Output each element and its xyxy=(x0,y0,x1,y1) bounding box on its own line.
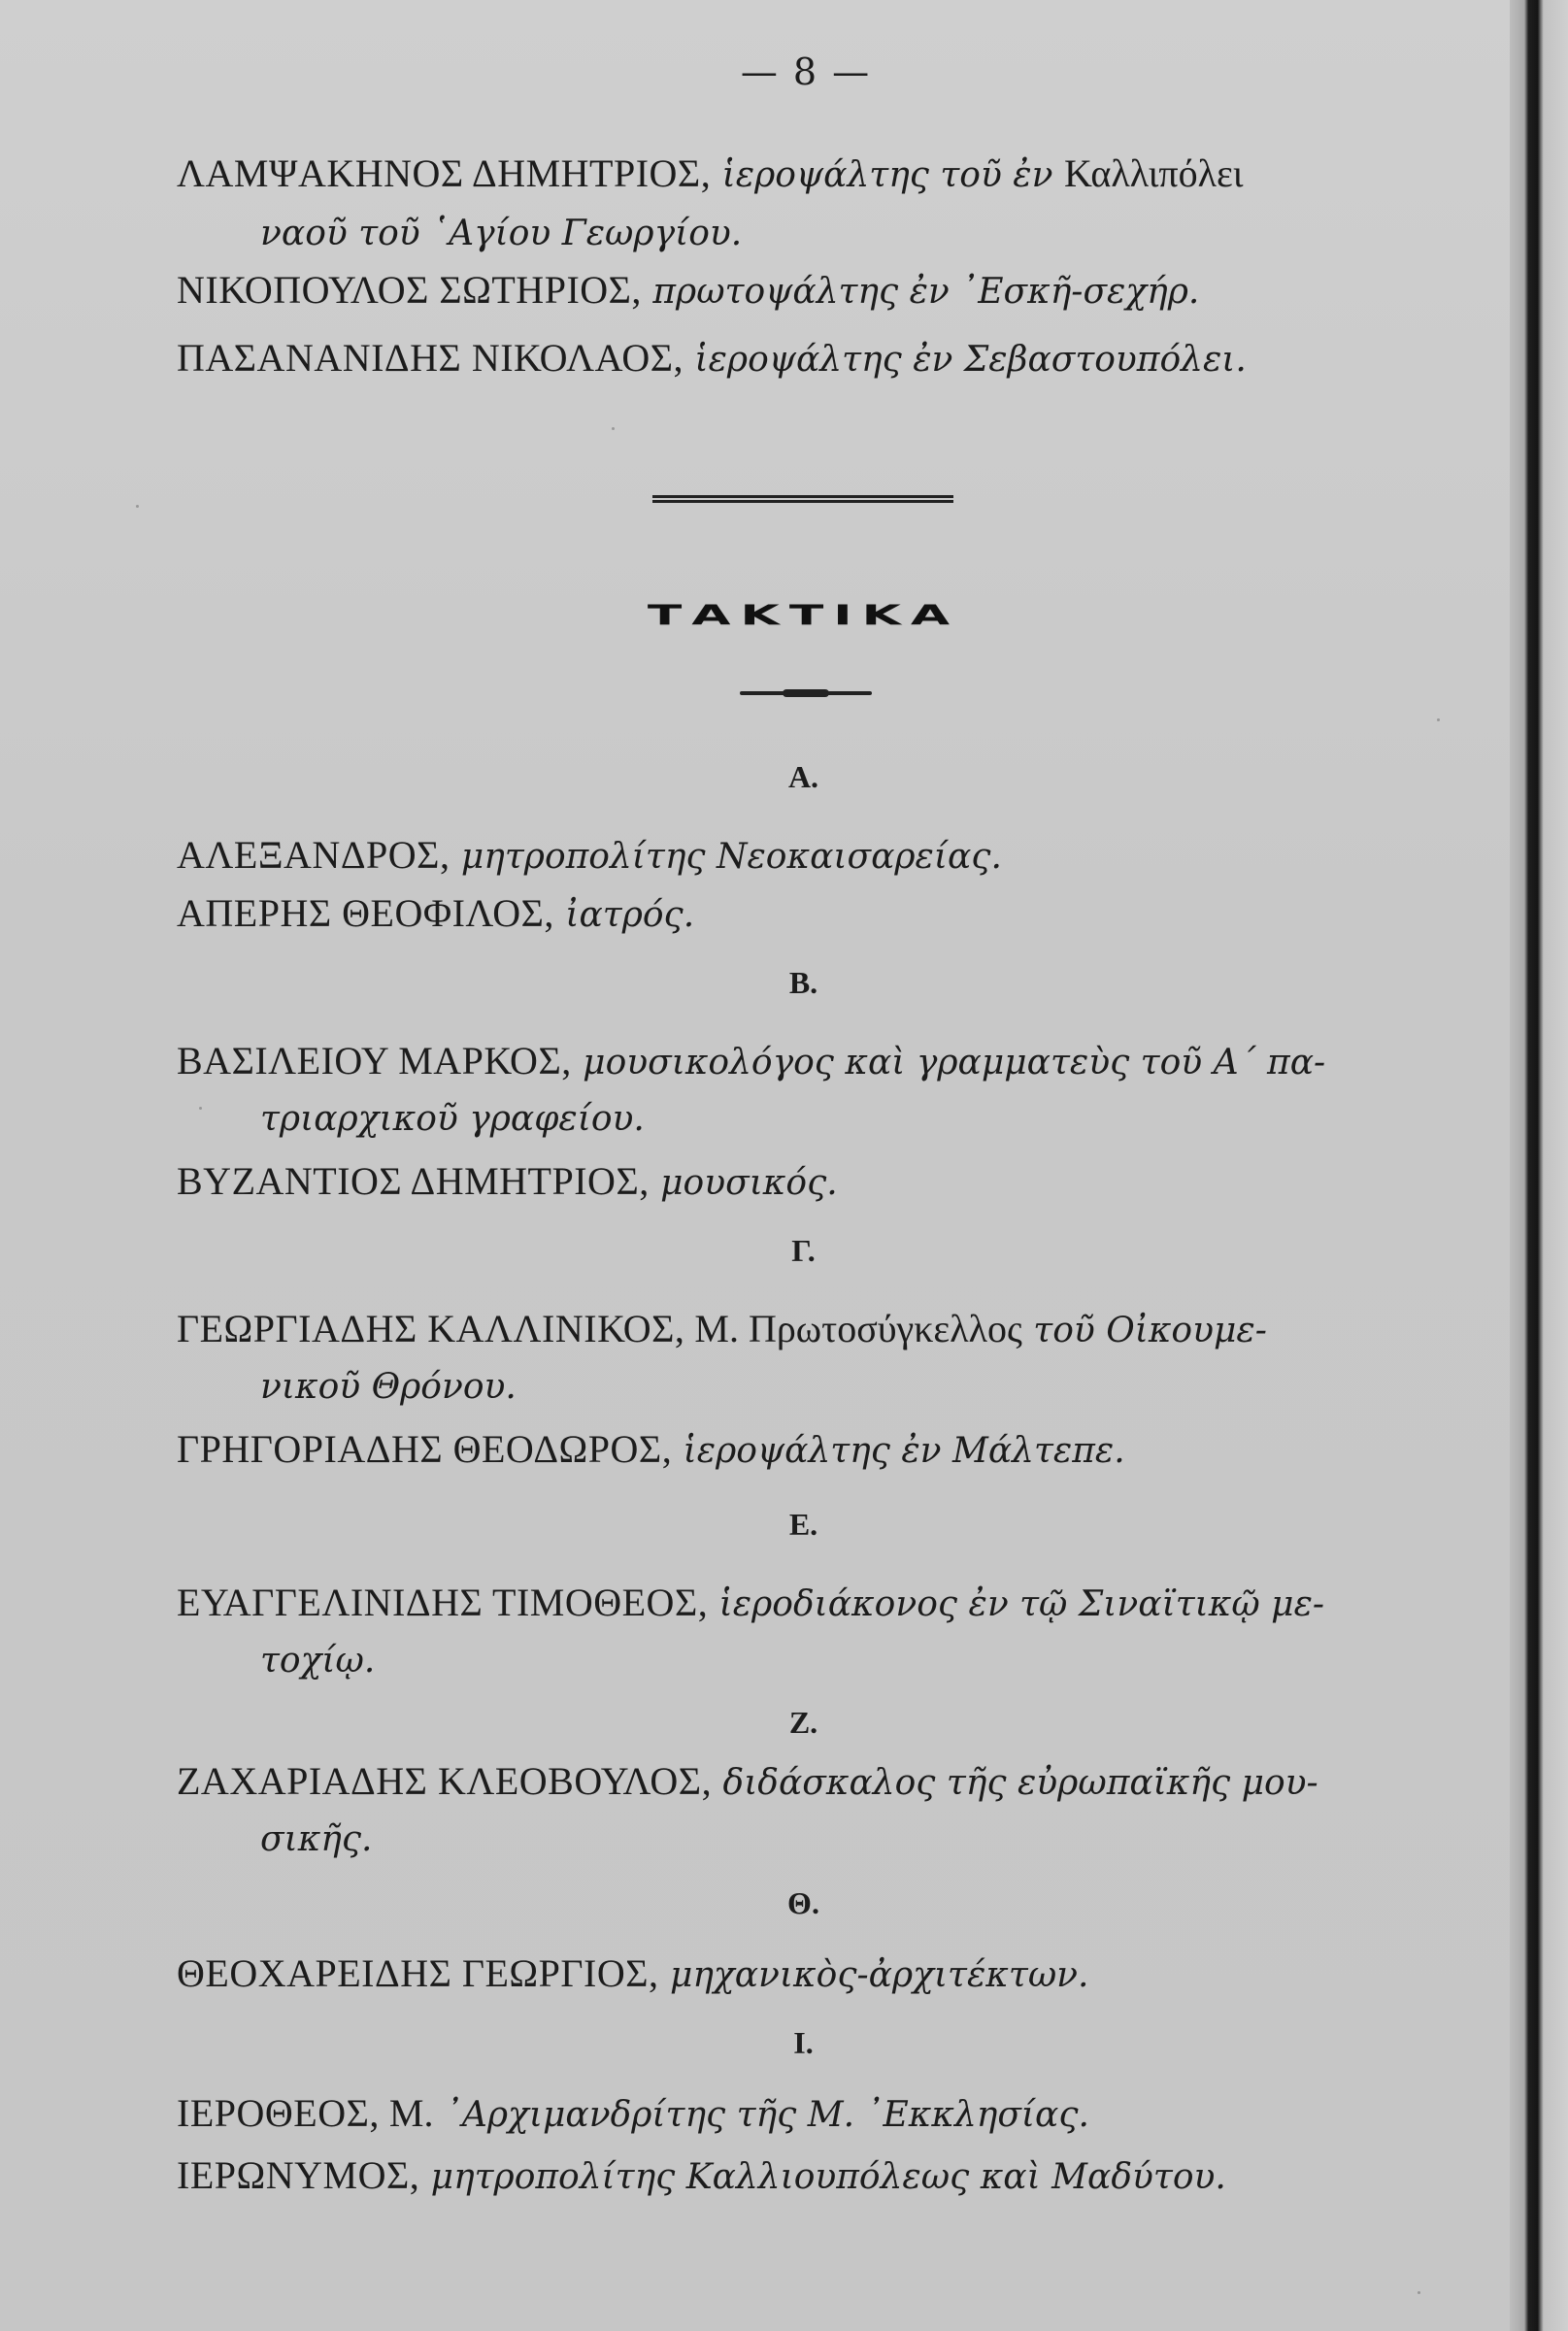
double-rule-divider xyxy=(652,495,953,503)
entry-name: ΓΡΗΓΟΡΙΑΔΗΣ ΘΕΟΔΩΡΟΣ, xyxy=(177,1427,673,1471)
entry-description: τοῦ Οἰκουμε- xyxy=(1021,1311,1267,1350)
entry-name: ΘΕΟΧΑΡΕΙΔΗΣ ΓΕΩΡΓΙΟΣ, xyxy=(177,1951,659,1995)
entry-description: ἱεροψάλτης ἐν Μάλτεπε. xyxy=(672,1431,1125,1471)
list-item xyxy=(177,330,1247,388)
list-item xyxy=(177,2148,1226,2206)
entry-name: ΒΑΣΙΛΕΙΟΥ ΜΑΡΚΟΣ, xyxy=(177,1039,572,1082)
entry-title: Μ. Πρωτοσύγκελλος xyxy=(684,1307,1022,1350)
entry-continuation: σικῆς. xyxy=(260,1819,373,1859)
list-item xyxy=(177,1033,1325,1091)
entry-title: Μ. xyxy=(379,2091,434,2135)
entry-description: πρωτοψάλτης ἐν ᾿Εσκῆ-σεχήρ. xyxy=(641,272,1200,312)
entry-description: μητροπολίτης Καλλιουπόλεως καὶ Μαδύτου. xyxy=(419,2157,1226,2197)
entry-description: ἰατρός. xyxy=(553,895,695,935)
letter-heading: Γ. xyxy=(791,1233,816,1268)
list-item xyxy=(177,146,1244,204)
entry-name: ΙΕΡΩΝΥΜΟΣ, xyxy=(177,2153,420,2197)
list-item xyxy=(177,262,1199,320)
entry-description-place: Καλλιπόλει xyxy=(1063,151,1244,195)
letter-heading: Α. xyxy=(787,759,819,794)
list-item xyxy=(177,1575,1324,1633)
entry-description: διδάσκαλος τῆς εὐρωπαϊκῆς μου- xyxy=(712,1763,1318,1803)
entry-description: μητροπολίτης Νεοκαισαρείας. xyxy=(450,837,1002,877)
entry-continuation: τοχίῳ. xyxy=(260,1641,376,1681)
page-number: — 8 — xyxy=(740,50,872,93)
entry-name: ΕΥΑΓΓΕΛΙΝΙΔΗΣ ΤΙΜΟΘΕΟΣ, xyxy=(177,1581,709,1624)
scan-speck xyxy=(199,1107,202,1110)
entry-continuation: ναοῦ τοῦ ῾Αγίου Γεωργίου. xyxy=(260,214,743,253)
ornament-divider xyxy=(740,691,872,695)
book-gutter xyxy=(1510,0,1568,2331)
entry-name: ΑΠΕΡΗΣ ΘΕΟΦΙΛΟΣ, xyxy=(177,891,554,935)
list-item xyxy=(177,1753,1318,1812)
section-title: ΤΑΚΤΙΚΑ xyxy=(647,599,960,632)
list-item xyxy=(177,2085,1089,2144)
entry-continuation: νικοῦ Θρόνου. xyxy=(260,1367,517,1407)
list-item xyxy=(177,1153,838,1212)
entry-name: ΛΑΜΨΑΚΗΝΟΣ ΔΗΜΗΤΡΙΟΣ, xyxy=(177,151,712,195)
entry-description: μηχανικὸς-ἀρχιτέκτων. xyxy=(658,1955,1089,1995)
entry-name: ΝΙΚΟΠΟΥΛΟΣ ΣΩΤΗΡΙΟΣ, xyxy=(177,268,642,312)
entry-name: ΒΥΖΑΝΤΙΟΣ ΔΗΜΗΤΡΙΟΣ, xyxy=(177,1159,650,1203)
list-item xyxy=(177,827,1002,885)
list-item xyxy=(177,1421,1125,1480)
entry-description: μουσικολόγος καὶ γραμματεὺς τοῦ Α΄ πα- xyxy=(571,1043,1326,1082)
entry-name: ΠΑΣΑΝΑΝΙΔΗΣ ΝΙΚΟΛΑΟΣ, xyxy=(177,336,684,380)
letter-heading: Ε. xyxy=(788,1507,818,1542)
entry-continuation: τριαρχικοῦ γραφείου. xyxy=(260,1099,645,1139)
letter-heading: Β. xyxy=(788,965,818,1000)
entry-description: ἱεροψάλτης ἐν Σεβαστουπόλει. xyxy=(684,340,1247,380)
entry-name: ΓΕΩΡΓΙΑΔΗΣ ΚΑΛΛΙΝΙΚΟΣ, xyxy=(177,1307,685,1350)
entry-description: μουσικός. xyxy=(649,1163,838,1203)
letter-heading: Ζ. xyxy=(788,1705,818,1740)
entry-name: ΙΕΡΟΘΕΟΣ, xyxy=(177,2091,380,2135)
list-item xyxy=(177,885,694,944)
list-item xyxy=(177,1946,1089,2004)
scan-speck xyxy=(1437,718,1440,721)
scan-speck xyxy=(136,505,139,508)
letter-heading: Θ. xyxy=(787,1885,819,1920)
scan-speck xyxy=(1418,2291,1420,2294)
entry-name: ΑΛΕΞΑΝΔΡΟΣ, xyxy=(177,833,450,877)
entry-description: ἱεροδιάκονος ἐν τῷ Σιναϊτικῷ με- xyxy=(708,1584,1325,1624)
entry-name: ΖΑΧΑΡΙΑΔΗΣ ΚΛΕΟΒΟΥΛΟΣ, xyxy=(177,1759,713,1803)
entry-description: ᾿Αρχιμανδρίτης τῆς Μ. ᾿Εκκλησίας. xyxy=(433,2095,1089,2135)
letter-heading: Ι. xyxy=(793,2025,814,2060)
entry-description: ἱεροψάλτης τοῦ ἐν xyxy=(711,155,1064,195)
scan-speck xyxy=(612,427,615,430)
list-item xyxy=(177,1301,1267,1359)
